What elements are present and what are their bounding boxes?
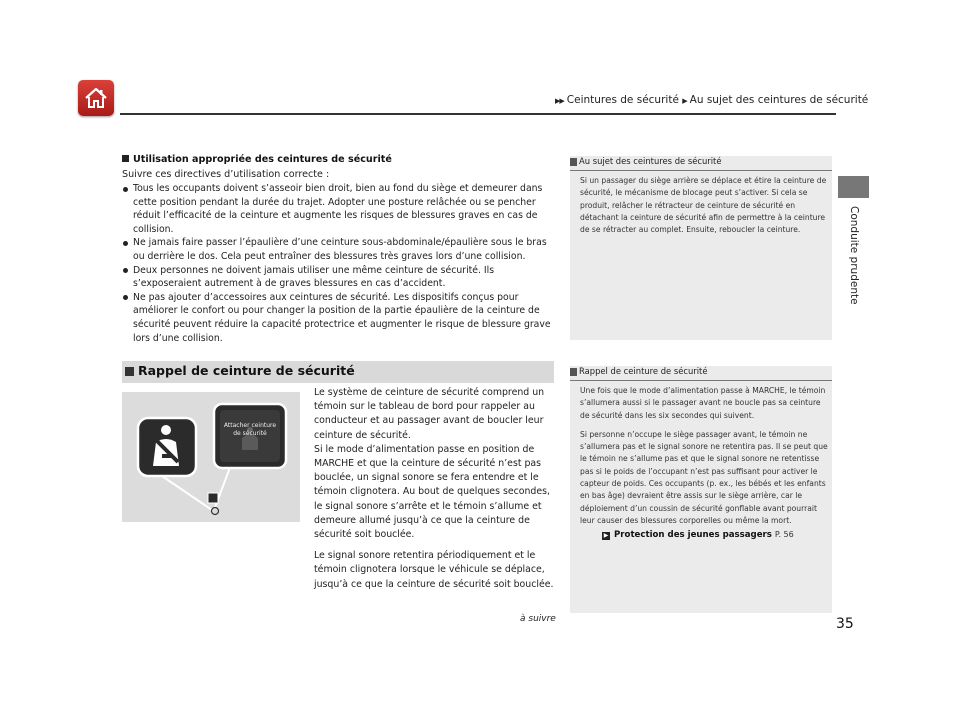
note-header xyxy=(570,156,832,171)
reminder-body xyxy=(314,386,554,599)
list-item: Tous les occupants doivent s’asseoir bien droit, bien au fond du siège et demeurer dans cette position pendant la durée du trajet. Adopter une posture relâchée ou se pencher réduit l’efficacité de la ceinture et augmente les risques de blessures graves en cas de collision. xyxy=(122,182,554,236)
side-tab-label: Conduite prudente xyxy=(848,206,860,305)
note-title: Au sujet des ceintures de sécurité xyxy=(579,156,722,166)
note-body xyxy=(580,385,828,542)
xref-label: Protection des jeunes passagers xyxy=(614,530,772,541)
continued-label: à suivre xyxy=(520,614,556,624)
section-square-icon xyxy=(125,367,134,376)
usage-intro: Suivre ces directives d’utilisation correcte : xyxy=(122,169,330,180)
usage-bullet-list xyxy=(122,182,554,345)
display-message: Attacher ceinture de sécurité xyxy=(223,422,277,437)
note-paragraph: Une fois que le mode d’alimentation passe à MARCHE, le témoin s’allumera aussi si le passager avant ne boucle pas sa ceinture de sécurité dans les six secondes qui suivent. xyxy=(580,386,826,420)
breadcrumb-item-1[interactable]: Ceintures de sécurité xyxy=(566,94,679,106)
cross-reference-link[interactable] xyxy=(602,529,828,541)
xref-page: P. 56 xyxy=(774,530,794,540)
seatbelt-reminder-illustration xyxy=(122,392,300,522)
note-icon xyxy=(570,158,577,166)
list-item: Ne jamais faire passer l’épaulière d’une ceinture sous-abdominale/épaulière sous le bras ou derrière le dos. Cela peut entraîner des blessures très graves lors d’une collision. xyxy=(122,236,554,263)
note-paragraph: Si personne n’occupe le siège passager avant, le témoin ne s’allumera pas et le signal sonore ne retentira pas. Il se peut que le témoin ne s’allume pas et que le signal sonore ne retentisse pas si le poids de l’occupant n’est pas suffisant pour activer le capteur de poids. Ces occupants (p. ex., les bébés et les enfants en bas âge) devraient être assis sur le siège arrière, car le déploiement d’un coussin de sécurité gonflable avant pourrait leur causer des blessures corporelles ou même la mort. xyxy=(580,429,828,525)
home-icon xyxy=(83,85,109,111)
breadcrumb-arrow-icon: ▶ xyxy=(682,97,687,105)
note-icon xyxy=(570,368,577,376)
breadcrumb-item-2[interactable]: Au sujet des ceintures de sécurité xyxy=(689,94,869,106)
reminder-paragraph-2: Si le mode d’alimentation passe en position de MARCHE et que la ceinture de sécurité n’est pas bouclée, un signal sonore se fera entendre et le témoin clignotera. Au bout de quelques secondes, le signal sonore s’arrête et le témoin s’allume et demeure allumé jusqu’à ce que la ceinture de sécurité soit bouclée. xyxy=(314,443,551,541)
breadcrumb-arrow-icon: ▶▶ xyxy=(555,97,564,105)
dashboard-illustration xyxy=(122,392,300,522)
section-square-icon xyxy=(122,155,129,162)
note-paragraph: Si un passager du siège arrière se déplace et étire la ceinture de sécurité, le mécanisme de blocage peut s’activer. Si cela se produit, relâcher le rétracteur de ceinture de sécurité en détachant la ceinture de sécurité afin de permettre à la ceinture de se rétracter au complet. Ensuite, reboucler la ceinture. xyxy=(580,176,827,235)
home-button[interactable] xyxy=(78,80,114,116)
usage-title-text: Utilisation appropriée des ceintures de sécurité xyxy=(133,154,392,165)
note-header xyxy=(570,366,832,381)
arrow-right-icon: ▶ xyxy=(603,532,609,540)
note-body xyxy=(580,175,828,243)
reminder-paragraph-1: Le système de ceinture de sécurité comprend un témoin sur le tableau de bord pour rappeler au conducteur et au passager avant de boucler leur ceinture de sécurité. xyxy=(314,387,545,441)
usage-section-title xyxy=(122,154,392,165)
header-divider xyxy=(120,113,836,115)
side-tab-marker xyxy=(838,176,869,198)
list-item: Ne pas ajouter d’accessoires aux ceintures de sécurité. Les dispositifs conçus pour améliorer le confort ou pour changer la position de la partie épaulière de la ceinture de sécurité peuvent réduire la capacité protectrice et augmenter le risque de blessure grave lors d’une collision. xyxy=(122,291,554,345)
reminder-paragraph-3: Le signal sonore retentira périodiquement et le témoin clignotera lorsque le véhicule se déplace, jusqu’à ce que la ceinture de sécurité soit bouclée. xyxy=(314,550,554,590)
note-seatbelts xyxy=(570,156,832,340)
reminder-section-header xyxy=(122,361,554,383)
note-seatbelt-reminder xyxy=(570,366,832,613)
breadcrumb xyxy=(555,94,868,106)
reminder-section-title: Rappel de ceinture de sécurité xyxy=(138,363,355,378)
page-number: 35 xyxy=(836,616,854,632)
list-item: Deux personnes ne doivent jamais utiliser une même ceinture de sécurité. Ils s’exposeraient autrement à de graves blessures en cas d’accident. xyxy=(122,264,554,291)
note-title: Rappel de ceinture de sécurité xyxy=(579,366,708,376)
